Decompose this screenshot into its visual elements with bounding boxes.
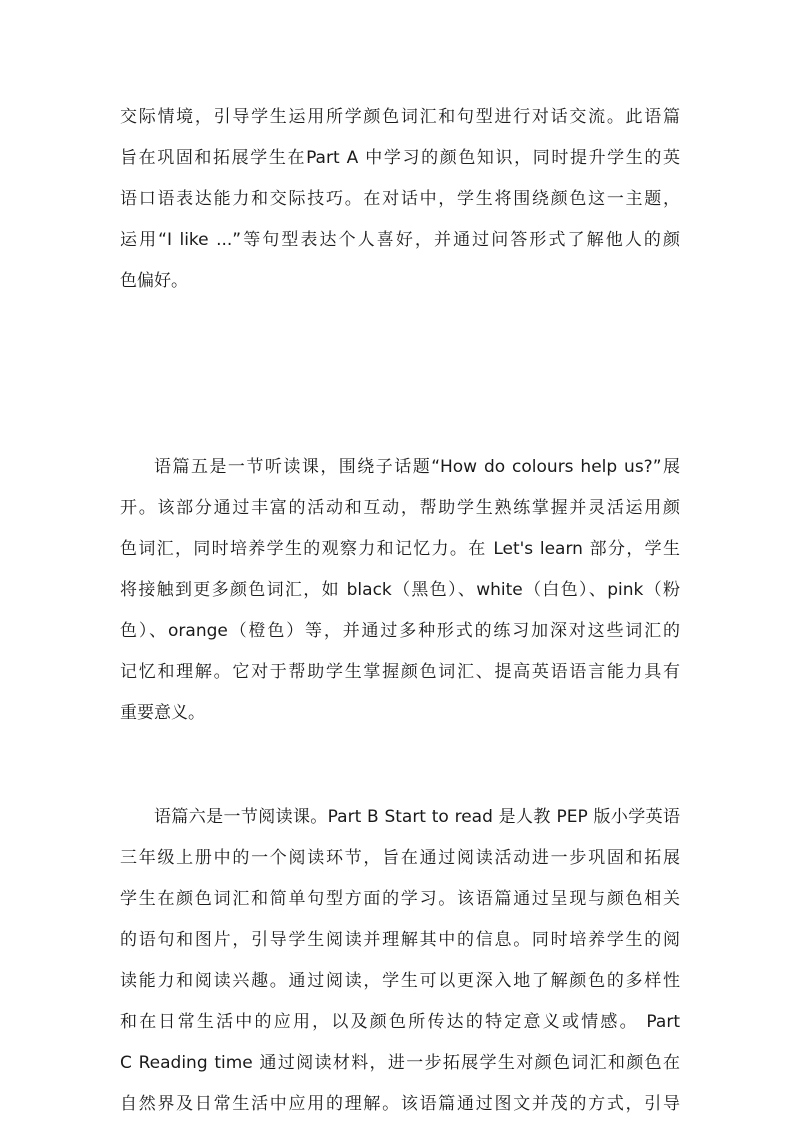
text-line: 的语句和图片，引导学生阅读并理解其中的信息。同时培养学生的阅	[120, 930, 680, 950]
text-line: 色词汇，同时培养学生的观察力和记忆力。在 Let's learn 部分，学生	[120, 539, 680, 559]
text-line: 色偏好。	[120, 271, 188, 291]
text-line: 和在日常生活中的应用，以及颜色所传达的特定意义或情感。 Part	[120, 1012, 680, 1032]
text-line: C Reading time 通过阅读材料，进一步拓展学生对颜色词汇和颜色在	[120, 1053, 680, 1073]
text-line: 重要意义。	[120, 703, 205, 723]
text-line: 运用“I like ...”等句型表达个人喜好，并通过问答形式了解他人的颜	[120, 230, 680, 250]
paragraph-2	[120, 447, 680, 734]
text-line: 色）、orange（橙色）等，并通过多种形式的练习加深对这些词汇的	[120, 621, 680, 641]
text-line: 语篇六是一节阅读课。Part B Start to read 是人教 PEP 版小学英语	[154, 807, 680, 827]
text-line: 旨在巩固和拓展学生在Part A 中学习的颜色知识，同时提升学生的英	[120, 148, 680, 168]
paragraph-1	[120, 97, 680, 302]
text-line: 语篇五是一节听读课，围绕子话题“How do colours help us?”展	[154, 457, 680, 477]
text-line: 学生在颜色词汇和简单句型方面的学习。该语篇通过呈现与颜色相关	[120, 889, 680, 909]
text-line: 语口语表达能力和交际技巧。在对话中，学生将围绕颜色这一主题，	[120, 189, 680, 209]
paragraph-3	[120, 797, 680, 1125]
text-line: 读能力和阅读兴趣。通过阅读，学生可以更深入地了解颜色的多样性	[120, 971, 680, 991]
text-line: 记忆和理解。它对于帮助学生掌握颜色词汇、提高英语语言能力具有	[120, 662, 680, 682]
text-line: 开。该部分通过丰富的活动和互动，帮助学生熟练掌握并灵活运用颜	[120, 498, 680, 518]
text-line: 自然界及日常生活中应用的理解。该语篇通过图文并茂的方式，引导	[120, 1094, 680, 1114]
text-line: 交际情境，引导学生运用所学颜色词汇和句型进行对话交流。此语篇	[120, 107, 680, 127]
text-line: 将接触到更多颜色词汇，如 black（黑色）、white（白色）、pink（粉	[120, 580, 680, 600]
text-line: 三年级上册中的一个阅读环节，旨在通过阅读活动进一步巩固和拓展	[120, 848, 680, 868]
